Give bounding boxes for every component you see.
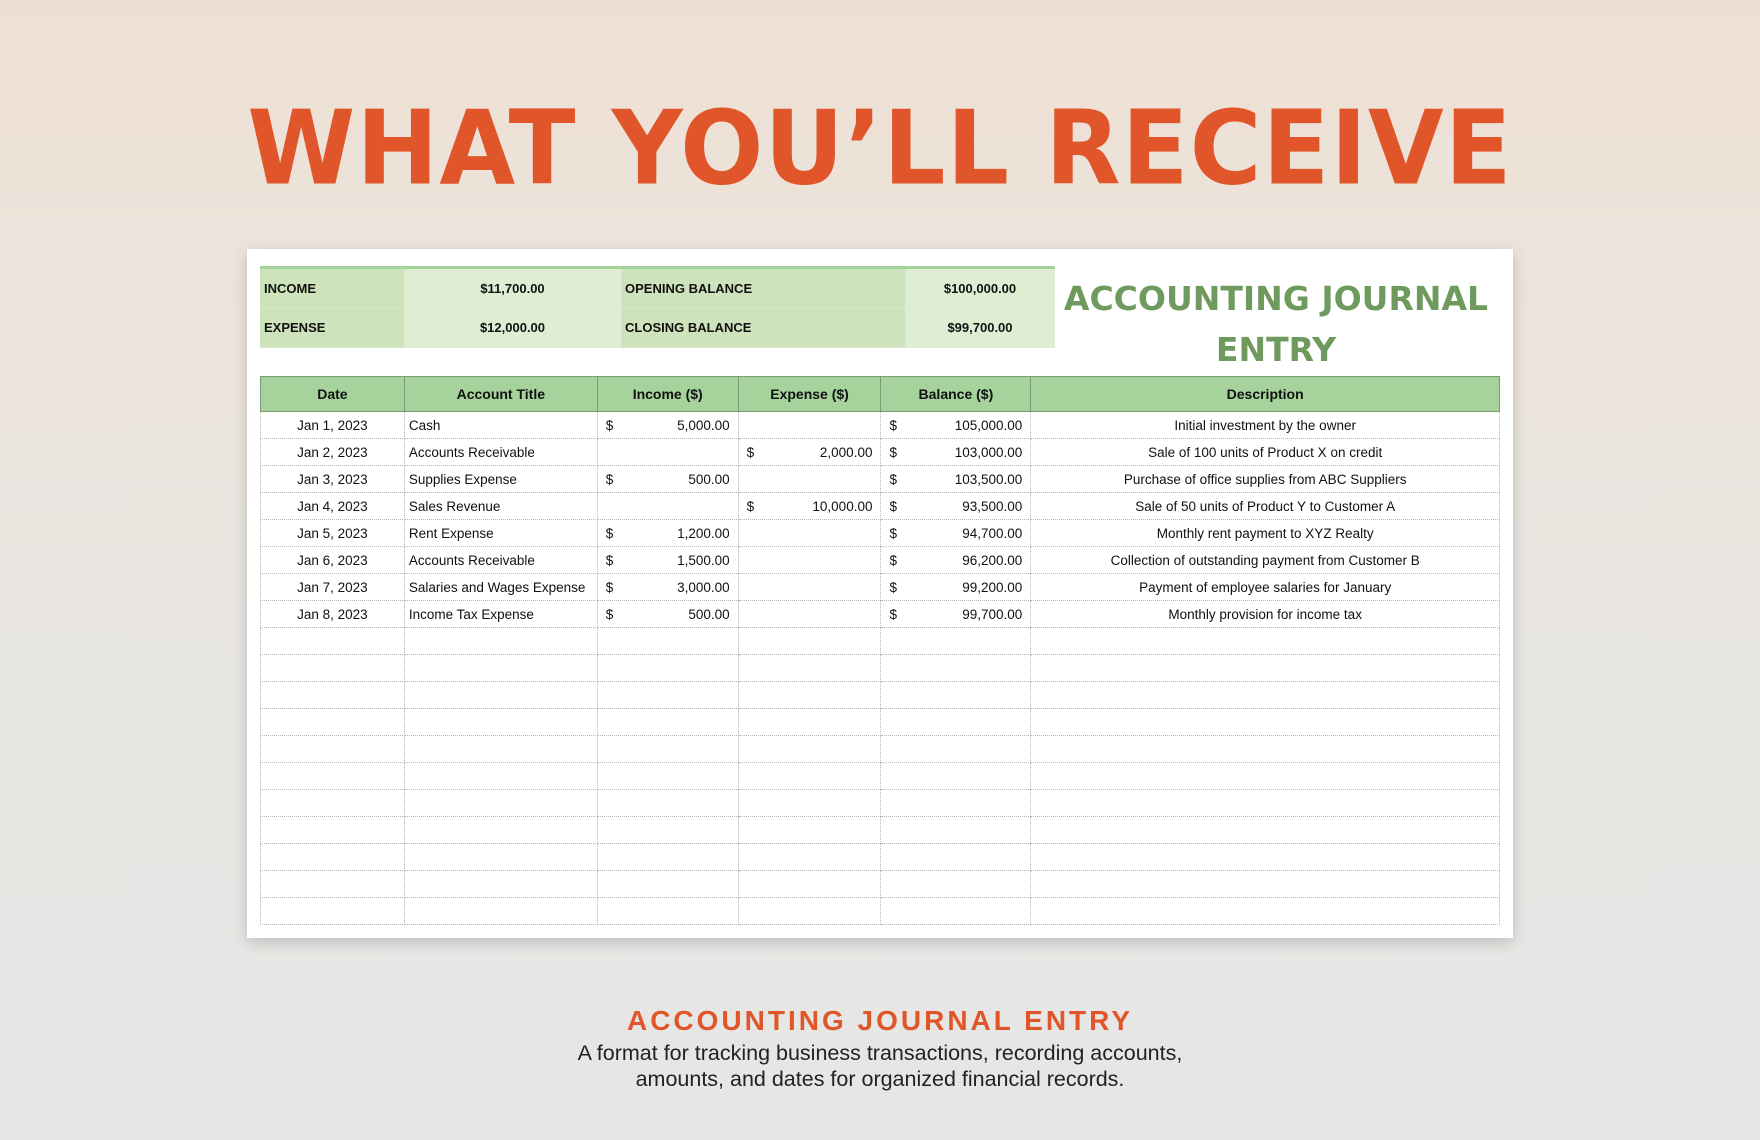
empty-cell bbox=[261, 790, 405, 817]
income-amount: 1,200.00 bbox=[677, 525, 730, 541]
empty-cell bbox=[881, 844, 1031, 871]
balance-cell bbox=[881, 520, 1031, 547]
column-header: Date bbox=[261, 377, 405, 412]
balance-cell bbox=[881, 439, 1031, 466]
balance-amount: 103,500.00 bbox=[954, 471, 1023, 487]
empty-cell bbox=[738, 817, 881, 844]
empty-cell bbox=[738, 682, 881, 709]
balance-cell bbox=[881, 574, 1031, 601]
description-cell: Sale of 100 units of Product X on credit bbox=[1031, 439, 1500, 466]
balance-cell bbox=[881, 466, 1031, 493]
empty-cell bbox=[881, 655, 1031, 682]
empty-cell bbox=[738, 844, 881, 871]
empty-cell bbox=[261, 898, 405, 925]
summary-panel bbox=[260, 266, 1055, 348]
table-row bbox=[261, 493, 1500, 520]
empty-cell bbox=[261, 844, 405, 871]
empty-cell bbox=[881, 871, 1031, 898]
empty-cell bbox=[738, 628, 881, 655]
empty-cell bbox=[597, 844, 738, 871]
income-amount: 500.00 bbox=[688, 471, 730, 487]
date-cell: Jan 8, 2023 bbox=[261, 601, 405, 628]
date-cell: Jan 7, 2023 bbox=[261, 574, 405, 601]
empty-cell bbox=[1031, 898, 1500, 925]
table-row bbox=[261, 520, 1500, 547]
currency-symbol: $ bbox=[605, 471, 614, 487]
sheet-title bbox=[1055, 273, 1497, 375]
table-row bbox=[261, 790, 1500, 817]
table-row bbox=[261, 655, 1500, 682]
currency-symbol: $ bbox=[746, 498, 755, 514]
currency-symbol: $ bbox=[889, 525, 897, 541]
table-row bbox=[261, 709, 1500, 736]
empty-cell bbox=[597, 871, 738, 898]
empty-cell bbox=[738, 790, 881, 817]
empty-cell bbox=[597, 628, 738, 655]
column-header: Income ($) bbox=[597, 377, 738, 412]
table-row bbox=[261, 466, 1500, 493]
currency-symbol: $ bbox=[605, 579, 614, 595]
expense-label: EXPENSE bbox=[260, 309, 404, 349]
balance-amount: 94,700.00 bbox=[962, 525, 1023, 541]
empty-cell bbox=[881, 790, 1031, 817]
income-cell bbox=[597, 439, 738, 466]
currency-symbol: $ bbox=[889, 444, 897, 460]
account-cell: Rent Expense bbox=[404, 520, 597, 547]
balance-amount: 99,200.00 bbox=[962, 579, 1023, 595]
income-cell bbox=[597, 574, 738, 601]
income-amount: 1,500.00 bbox=[677, 552, 730, 568]
empty-cell bbox=[597, 655, 738, 682]
description-cell: Payment of employee salaries for January bbox=[1031, 574, 1500, 601]
empty-cell bbox=[404, 709, 597, 736]
empty-cell bbox=[261, 655, 405, 682]
date-cell: Jan 5, 2023 bbox=[261, 520, 405, 547]
date-cell: Jan 2, 2023 bbox=[261, 439, 405, 466]
empty-cell bbox=[1031, 871, 1500, 898]
income-value: $11,700.00 bbox=[404, 269, 621, 309]
empty-cell bbox=[261, 736, 405, 763]
date-cell: Jan 3, 2023 bbox=[261, 466, 405, 493]
empty-cell bbox=[404, 763, 597, 790]
empty-cell bbox=[1031, 790, 1500, 817]
account-cell: Salaries and Wages Expense bbox=[404, 574, 597, 601]
income-amount: 3,000.00 bbox=[677, 579, 730, 595]
account-cell: Cash bbox=[404, 412, 597, 439]
date-cell: Jan 1, 2023 bbox=[261, 412, 405, 439]
column-header: Balance ($) bbox=[881, 377, 1031, 412]
balance-cell bbox=[881, 547, 1031, 574]
sheet-title-line2: ENTRY bbox=[1215, 330, 1337, 369]
account-cell: Accounts Receivable bbox=[404, 439, 597, 466]
empty-cell bbox=[881, 817, 1031, 844]
empty-cell bbox=[261, 628, 405, 655]
empty-cell bbox=[1031, 655, 1500, 682]
balance-amount: 99,700.00 bbox=[962, 606, 1023, 622]
balance-amount: 93,500.00 bbox=[962, 498, 1023, 514]
empty-cell bbox=[404, 790, 597, 817]
table-row bbox=[261, 817, 1500, 844]
column-header: Description bbox=[1031, 377, 1500, 412]
currency-symbol: $ bbox=[889, 471, 897, 487]
currency-symbol: $ bbox=[889, 606, 897, 622]
empty-cell bbox=[881, 682, 1031, 709]
empty-cell bbox=[404, 871, 597, 898]
column-header: Expense ($) bbox=[738, 377, 881, 412]
expense-cell bbox=[738, 466, 881, 493]
empty-cell bbox=[1031, 628, 1500, 655]
expense-value: $12,000.00 bbox=[404, 309, 621, 349]
empty-cell bbox=[597, 709, 738, 736]
description-cell: Purchase of office supplies from ABC Suppliers bbox=[1031, 466, 1500, 493]
empty-cell bbox=[597, 817, 738, 844]
empty-cell bbox=[261, 871, 405, 898]
empty-cell bbox=[1031, 682, 1500, 709]
income-cell bbox=[597, 493, 738, 520]
currency-symbol: $ bbox=[889, 417, 897, 433]
empty-cell bbox=[404, 844, 597, 871]
table-row bbox=[261, 871, 1500, 898]
empty-cell bbox=[738, 709, 881, 736]
journal-table bbox=[260, 376, 1500, 925]
empty-cell bbox=[881, 736, 1031, 763]
table-row bbox=[261, 601, 1500, 628]
empty-cell bbox=[597, 898, 738, 925]
income-amount: 5,000.00 bbox=[677, 417, 730, 433]
empty-cell bbox=[404, 736, 597, 763]
empty-cell bbox=[261, 763, 405, 790]
account-cell: Accounts Receivable bbox=[404, 547, 597, 574]
empty-cell bbox=[597, 682, 738, 709]
table-row bbox=[261, 547, 1500, 574]
empty-cell bbox=[738, 871, 881, 898]
table-row bbox=[261, 574, 1500, 601]
account-cell: Income Tax Expense bbox=[404, 601, 597, 628]
opening-balance-label: OPENING BALANCE bbox=[621, 269, 905, 309]
closing-balance-label: CLOSING BALANCE bbox=[621, 309, 905, 349]
currency-symbol: $ bbox=[605, 417, 614, 433]
empty-cell bbox=[597, 790, 738, 817]
income-cell bbox=[597, 466, 738, 493]
balance-amount: 103,000.00 bbox=[954, 444, 1023, 460]
column-header: Account Title bbox=[404, 377, 597, 412]
empty-cell bbox=[1031, 844, 1500, 871]
expense-amount: 10,000.00 bbox=[812, 498, 873, 514]
table-row bbox=[261, 844, 1500, 871]
table-row bbox=[261, 898, 1500, 925]
description-cell: Initial investment by the owner bbox=[1031, 412, 1500, 439]
expense-cell bbox=[738, 412, 881, 439]
expense-cell bbox=[738, 439, 881, 466]
empty-cell bbox=[261, 682, 405, 709]
table-row bbox=[261, 736, 1500, 763]
table-row bbox=[261, 763, 1500, 790]
table-row bbox=[261, 628, 1500, 655]
opening-balance-value: $100,000.00 bbox=[905, 269, 1055, 309]
footer-description bbox=[0, 1040, 1760, 1092]
empty-cell bbox=[881, 763, 1031, 790]
spreadsheet-preview bbox=[247, 249, 1513, 938]
empty-cell bbox=[597, 763, 738, 790]
closing-balance-value: $99,700.00 bbox=[905, 309, 1055, 349]
footer-desc-line2: amounts, and dates for organized financial records. bbox=[635, 1067, 1125, 1091]
balance-amount: 105,000.00 bbox=[954, 417, 1023, 433]
expense-cell bbox=[738, 493, 881, 520]
currency-symbol: $ bbox=[605, 525, 614, 541]
empty-cell bbox=[738, 655, 881, 682]
empty-cell bbox=[1031, 763, 1500, 790]
income-cell bbox=[597, 520, 738, 547]
empty-cell bbox=[738, 898, 881, 925]
table-row bbox=[261, 439, 1500, 466]
table-row bbox=[261, 682, 1500, 709]
empty-cell bbox=[404, 817, 597, 844]
income-cell bbox=[597, 547, 738, 574]
description-cell: Monthly provision for income tax bbox=[1031, 601, 1500, 628]
description-cell: Collection of outstanding payment from Customer B bbox=[1031, 547, 1500, 574]
expense-amount: 2,000.00 bbox=[819, 444, 873, 460]
empty-cell bbox=[738, 736, 881, 763]
currency-symbol: $ bbox=[605, 552, 614, 568]
empty-cell bbox=[404, 628, 597, 655]
description-cell: Sale of 50 units of Product Y to Customer A bbox=[1031, 493, 1500, 520]
income-label: INCOME bbox=[260, 269, 404, 309]
currency-symbol: $ bbox=[605, 606, 614, 622]
empty-cell bbox=[881, 628, 1031, 655]
balance-cell bbox=[881, 493, 1031, 520]
empty-cell bbox=[261, 709, 405, 736]
empty-cell bbox=[404, 655, 597, 682]
account-cell: Supplies Expense bbox=[404, 466, 597, 493]
balance-amount: 96,200.00 bbox=[962, 552, 1023, 568]
empty-cell bbox=[1031, 709, 1500, 736]
empty-cell bbox=[738, 763, 881, 790]
currency-symbol: $ bbox=[889, 552, 897, 568]
empty-cell bbox=[404, 898, 597, 925]
income-cell bbox=[597, 412, 738, 439]
expense-cell bbox=[738, 547, 881, 574]
expense-cell bbox=[738, 520, 881, 547]
footer-title: ACCOUNTING JOURNAL ENTRY bbox=[626, 1005, 1133, 1036]
table-row bbox=[261, 412, 1500, 439]
currency-symbol: $ bbox=[889, 498, 897, 514]
empty-cell bbox=[261, 817, 405, 844]
page-title: WHAT YOU’LL RECEIVE bbox=[247, 89, 1513, 209]
empty-cell bbox=[1031, 736, 1500, 763]
expense-cell bbox=[738, 601, 881, 628]
currency-symbol: $ bbox=[746, 444, 755, 460]
empty-cell bbox=[404, 682, 597, 709]
empty-cell bbox=[881, 898, 1031, 925]
income-amount: 500.00 bbox=[688, 606, 730, 622]
date-cell: Jan 4, 2023 bbox=[261, 493, 405, 520]
footer-desc-line1: A format for tracking business transactions, recording accounts, bbox=[577, 1041, 1183, 1065]
description-cell: Monthly rent payment to XYZ Realty bbox=[1031, 520, 1500, 547]
currency-symbol: $ bbox=[889, 579, 897, 595]
date-cell: Jan 6, 2023 bbox=[261, 547, 405, 574]
expense-cell bbox=[738, 574, 881, 601]
empty-cell bbox=[1031, 817, 1500, 844]
balance-cell bbox=[881, 412, 1031, 439]
account-cell: Sales Revenue bbox=[404, 493, 597, 520]
empty-cell bbox=[881, 709, 1031, 736]
income-cell bbox=[597, 601, 738, 628]
sheet-title-line1: ACCOUNTING JOURNAL bbox=[1063, 279, 1489, 318]
empty-cell bbox=[597, 736, 738, 763]
balance-cell bbox=[881, 601, 1031, 628]
